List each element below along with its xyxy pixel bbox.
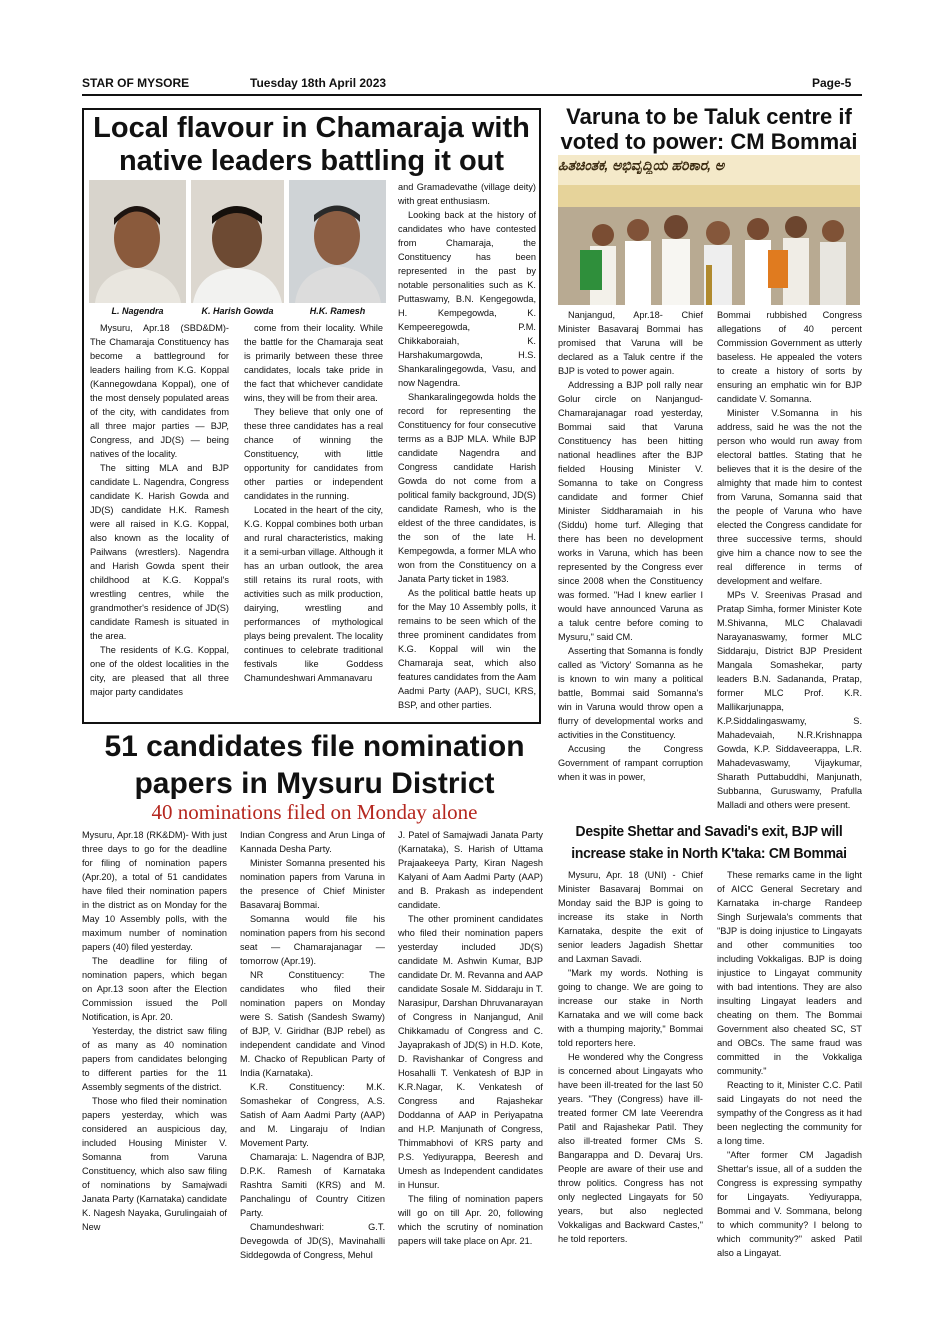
portrait-icon: [289, 180, 386, 303]
headline-line-1: Despite Shettar and Savadi's exit, BJP will: [575, 824, 843, 840]
article-shettar-col-2: [717, 868, 862, 1268]
paragraph: Yesterday, the district saw filing of as many as 40 nomination papers from candidates belonging to different parties for the 11 Assembly segments of the district.: [82, 1026, 227, 1092]
headline-line-2: native leaders battling it out: [118, 145, 505, 177]
article-nominations-headline: [82, 728, 547, 802]
paragraph: The sitting MLA and BJP candidate L. Nagendra, Congress candidate K. Harish Gowda and JD(S) candidate H.K. Ramesh were all raised in K.G. Koppal, also known as the locality of Pailwans (wrestlers). Nagendra and Harish Gowda spent their childhood at K.G. Koppal's wrestling centres, while the grandmother's residence of JD(S) candidate Ramesh is situated in the area.: [90, 463, 229, 641]
photo-l-nagendra: [89, 180, 186, 303]
paragraph: The filing of nomination papers will go on till Apr. 20, following which the scrutiny of nomination papers will take place on Apr. 21.: [398, 1194, 543, 1246]
paragraph: Asserting that Somanna is fondly called as 'Victory' Somanna as he is known to win many a political battle, Bommai said Somanna's win in Varuna would throw open a flurry of developmental works and activities in the Constituency.: [558, 646, 703, 740]
article-nominations-col-1: [82, 828, 227, 1268]
article-nominations-col-2: [240, 828, 385, 1268]
headline-line-1: Local flavour in Chamaraja with: [93, 112, 530, 144]
headline-line-2: voted to power: CM Bommai: [560, 129, 858, 154]
article-shettar-col-1: [558, 868, 703, 1268]
article-nominations-subhead: 40 nominations filed on Monday alone: [151, 800, 478, 824]
page-number: Page-5: [812, 76, 852, 90]
paragraph: The deadline for filing of nomination papers, which began on Apr.13 soon after the Election Commission issued the Poll Notification, is Apr. 20.: [82, 956, 227, 1022]
paragraph: Minister Somanna presented his nomination papers from Varuna in the presence of Chief Minister Basavaraj Bommai.: [240, 858, 385, 910]
paragraph: K.R. Constituency: M.K. Somashekar of Congress, A.S. Satish of Aam Aadmi Party (AAP) and M. Lingaraju of Indian Movement Party.: [240, 1082, 385, 1148]
issue-date: Tuesday 18th April 2023: [250, 76, 387, 90]
paragraph: Accusing the Congress Government of rampant corruption when it was in power,: [558, 744, 703, 782]
article-varuna-col-2: [717, 308, 862, 813]
paragraph: MPs V. Sreenivas Prasad and Pratap Simha, former Minister Kote M.Shivanna, MLC Chalavadi Narayanaswamy, former MLC Siddaraju, District BJP President Mangala Somashekar, party leaders B.N. Sadananda, Pratap, former MLC Prof. K.R. Mallikarjunappa, K.P.Siddalingaswamy, S. Mahadevaiah, N.R.Krishnappa Gowda, K.P. Siddaveerappa, L.R. Mahadevaswamy, Vijaykumar, Sharath Puttabuddhi, Manjunath, Subbanna, Guruswamy, Prafulla Malladi and others were present.: [717, 590, 862, 810]
article-varuna-col-1: [558, 308, 703, 813]
photo-banner-text: ಹಿತಚಿಂತಕ, ಅಭಿವೃದ್ಧಿಯ ಹರಿಕಾರ, ಅ: [558, 157, 725, 173]
headline-line-2: papers in Mysuru District: [134, 767, 495, 800]
paragraph: J. Patel of Samajwadi Janata Party (Karnataka), S. Harish of Uttama Prajaakeeya Party, Kiran Nagesh Kalyani of Aam Aadmi Party (AAP) and B. Prakash as independent candidate.: [398, 830, 543, 910]
article-chamaraja-col-2: [244, 321, 383, 717]
article-varuna-headline: [556, 104, 862, 154]
photo-cm-bommai-lamp-lighting: [558, 155, 860, 305]
paragraph: come from their locality. While the battle for the Chamaraja seat is primarily between these three candidates, locals take pride in the fact that whichever candidate wins, they will be from their area.: [244, 323, 383, 403]
article-chamaraja-col-1: [90, 321, 229, 717]
article-chamaraja-col-3: [398, 180, 536, 717]
portrait-icon: [191, 180, 284, 303]
paragraph: Somanna would file his nomination papers from his second seat — Chamarajanagar — tomorrow (Apr.19).: [240, 914, 385, 966]
header-rule: [82, 94, 862, 96]
portrait-icon: [89, 180, 186, 303]
photo-k-harish-gowda: [191, 180, 284, 303]
paragraph: Looking back at the history of candidates who have contested from Chamaraja, the Constituency has been represented in the past by notable personalities such as K. Puttaswamy, B.N. Kengegowda, H. Kempegowda, K. Kempeeregowda, P.M. Chikkaboraiah, K. Harshakumargowda, H.S. Shankaralingegowda, Vasu, and now Nagendra.: [398, 210, 536, 388]
paragraph: NR Constituency: The candidates who filed their nomination papers on Monday were S. Satish (Sandesh Swamy) of BJP, V. Giridhar (BJP rebel) as independent candidate and Vinod M. Chacko of Republican Party of India (Karnataka).: [240, 970, 385, 1078]
paragraph: Indian Congress and Arun Linga of Kannada Desha Party.: [240, 830, 385, 854]
paragraph: Located in the heart of the city, K.G. Koppal combines both urban and rural characteristics, making it a semi-urban village. Although it has an urban outlook, the area still retains its rural roots, with activities such as milk production, dairying, wrestling and performances of mythological plays being prevalent. The locality continues to celebrate traditional festivals like Goddess Chamundeshwari Ammanavaru: [244, 505, 383, 683]
paragraph: Mysuru, Apr.18 (SBD&DM)- The Chamaraja Constituency has become a battleground for leaders hailing from K.G. Koppal (Kannegowdana Koppal), one of the most densely populated areas of the city, with candidates from all three major parties — BJP, Congress, and JD(S) — being natives of the locality.: [90, 323, 229, 459]
paragraph: The other prominent candidates who filed their nomination papers yesterday included JD(S) candidate M. Ashwin Kumar, BJP candidate Dr. M. Revanna and AAP candidate Sosale M. Siddaraju in T. Narasipur, Darshan Dhruvanarayan of Congress in Nanjangud, Anil Chikkamadu of Congress and C. Jayaprakash of JD(S) in H.D. Kote, D. Ravishankar of Congress and Hosahalli T. Venkatesh of BJP in K.R.Nagar, K. Venkatesh of Congress and Rajashekar Doddanna of AAP in Periyapatna and H.P. Manjunath of Congress, Thimmabhovi of KRS party and P.S. Yediyurappa, Beeresh and Umesh as Independent candidates in Hunsur.: [398, 914, 543, 1190]
paragraph: Minister V.Somanna in his address, said he was the not the person who would run away from electoral battles. Stating that he believes that it is the desire of the almighty that made him to contest from Varuna, Somanna said that the people of Varuna who have elected the Congress candidate for three successive terms, should give him a chance now to see the real difference in terms of development and welfare.: [717, 408, 862, 586]
paragraph: "After former CM Jagadish Shettar's issue, all of a sudden the Congress is expressing sympathy for Lingayats. Yediyurappa, Bommai and V. Sommana, belong to which community? I belong to which community?" asked Patil also a Lingayat.: [717, 1150, 862, 1258]
paragraph: Addressing a BJP poll rally near Golur circle on Nanjangud-Chamarajanagar road yesterday, Bommai said that Varuna Constituency has been hitting national headlines after the BJP fielded Housing Minister V. Somanna to take on Congress candidate and former Chief Minister Siddharamaiah in his (Siddu) home turf. Alleging that there has been no development works in Varuna, which has been represented by the Congress ever since 2008 when the Constituency was formed. "Had I knew earlier I would have announced Varuna as a taluk centre before coming to Mysuru," said CM.: [558, 380, 703, 642]
paragraph: As the political battle heats up for the May 10 Assembly polls, it remains to be seen which of the three prominent candidates from K.G. Koppal will win the Chamaraja seat, which also features candidates from the Aam Aadmi Party (AAP), SUCI, KRS, BSP, and other parties.: [398, 588, 536, 710]
caption-harish-gowda: K. Harish Gowda: [201, 306, 274, 316]
paragraph: He wondered why the Congress is concerned about Lingayats who have been ill-treated for the last 50 years. "They (Congress) have ill-treated former CM late Veerendra Patil and Rajashekar Patil. They also ill-treated former CMs S. Bangarappa and D. Devaraj Urs. People are aware of their use and throw politics. Congress has not only neglected Lingayats for 50 years, but also neglected Vokkaligas and Backward Castes," he told reporters.: [558, 1052, 703, 1244]
article-shettar-headline: [559, 821, 859, 865]
paragraph: Those who filed their nomination papers yesterday, which was considered an auspicious day, included Housing Minister V. Somanna from Varuna Constituency, which also saw filing of nominations by Samajwadi Janata Party (Karnataka) candidate K. Nagesh Nayaka, Gurulingaiah of New: [82, 1096, 227, 1232]
caption-nagendra: L. Nagendra: [111, 306, 164, 316]
paragraph: Mysuru, Apr. 18 (UNI) - Chief Minister Basavaraj Bommai on Monday said the BJP is going to increase its stake in North Karnataka, despite the exit of senior leaders Jagadish Shettar and Laxman Savadi.: [558, 870, 703, 964]
paragraph: Bommai rubbished Congress allegations of 40 percent Commission Government as utterly baseless. He appealed the voters to create a history of sorts by ensuring an emphatic win for BJP candidate V. Somanna.: [717, 310, 862, 404]
article-nominations-col-3: [398, 828, 543, 1268]
headline-line-2: increase stake in North K'taka: CM Bommai: [571, 846, 847, 862]
paragraph: Reacting to it, Minister C.C. Patil said Lingayats do not need the sympathy of the Congress as it had been neglecting the community for a long time.: [717, 1080, 862, 1146]
paragraph: Chamundeshwari: G.T. Devegowda of JD(S), Mavinahalli Siddegowda of Congress, Mehul: [240, 1222, 385, 1260]
headline-line-1: Varuna to be Taluk centre if: [566, 104, 852, 129]
photo-h-k-ramesh: [289, 180, 386, 303]
paragraph: and Gramadevathe (village deity) with great enthusiasm.: [398, 182, 536, 206]
paragraph: The residents of K.G. Koppal, one of the oldest localities in the city, are pleased that all three major party candidates: [90, 645, 229, 697]
article-chamaraja-headline: [84, 112, 539, 178]
paragraph: They believe that only one of these three candidates has a real chance of winning the Constituency, with little opportunity for candidates from other parties or independent candidates in the running.: [244, 407, 383, 501]
newspaper-name: STAR OF MYSORE: [82, 76, 190, 90]
paragraph: Mysuru, Apr.18 (RK&DM)- With just three days to go for the deadline for filing of nomination papers (Apr.20), a total of 51 candidates have filed their nomination papers in the district as on Monday for the May 10 Assembly polls, with the maximum number of nomination papers (40) filed yesterday.: [82, 830, 227, 952]
event-photo-icon: [558, 155, 860, 305]
headline-line-1: 51 candidates file nomination: [104, 730, 525, 763]
paragraph: These remarks came in the light of AICC General Secretary and Karnataka in-charge Randeep Singh Surjewala's comments that "BJP is doing injustice to Lingayats and other communities too including Vokkaligas. BJP is doing injustice to Lingayat community with bad intentions. They are also insulting Lingayat leaders and cheating on them. The Bommai Government also cheated SC, ST and OBCs. The same fraud was committed in the Vokkaliga community.": [717, 870, 862, 1076]
paragraph: Shankaralingegowda holds the record for representing the Constituency for four consecutive terms as a BJP MLA. While BJP candidate Nagendra and Congress candidate Harish Gowda do not come from a political family background, JD(S) candidate Ramesh, who is the eldest of the three candidates, is the son of the late H. Kempegowda, a former MLA who won from the Constituency on a Janata Party ticket in 1983.: [398, 392, 536, 584]
paragraph: "Mark my words. Nothing is going to change. We are going to increase our stake in North Karnataka and we will come back with a thumping majority," Bommai told reporters here.: [558, 968, 703, 1048]
caption-ramesh: H.K. Ramesh: [309, 306, 366, 316]
paragraph: Nanjangud, Apr.18- Chief Minister Basavaraj Bommai has promised that Varuna will be declared as a Taluk centre if the BJP is voted to power again.: [558, 310, 703, 376]
paragraph: Chamaraja: L. Nagendra of BJP, D.P.K. Ramesh of Karnataka Rashtra Samiti (KRS) and M. Panchalingu of Country Citizen Party.: [240, 1152, 385, 1218]
